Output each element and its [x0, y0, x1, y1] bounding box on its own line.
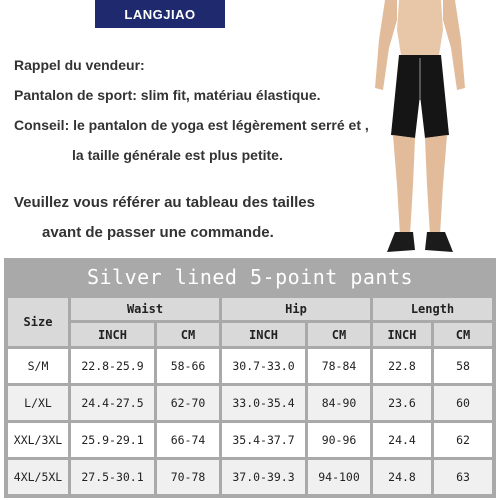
table-cell: 33.0-35.4: [222, 386, 305, 420]
waist-inch-header: INCH: [71, 323, 154, 346]
table-cell: 37.0-39.3: [222, 460, 305, 494]
table-cell: 27.5-30.1: [71, 460, 154, 494]
seller-notes: [14, 50, 374, 248]
note-line-6: avant de passer une commande.: [42, 224, 274, 241]
table-cell: 24.4: [373, 423, 431, 457]
note-line-5: Veuillez vous référer au tableau des tailles: [14, 194, 315, 211]
note-line-1: Rappel du vendeur:: [14, 57, 145, 73]
table-cell-size: 4XL/5XL: [8, 460, 68, 494]
note-line-2: Pantalon de sport: slim fit, matériau élastique.: [14, 87, 321, 103]
table-cell: 25.9-29.1: [71, 423, 154, 457]
table-cell-size: S/M: [8, 349, 68, 383]
table-cell: 94-100: [308, 460, 370, 494]
table-cell-size: L/XL: [8, 386, 68, 420]
note-line-3: Conseil: le pantalon de yoga est légèrement serré et ,: [14, 117, 369, 133]
waist-cm-header: CM: [157, 323, 219, 346]
table-cell: 60: [434, 386, 492, 420]
table-cell: 62: [434, 423, 492, 457]
table-cell: 24.4-27.5: [71, 386, 154, 420]
table-cell: 58: [434, 349, 492, 383]
brand-banner: [95, 0, 225, 28]
table-cell: 24.8: [373, 460, 431, 494]
table-cell: 23.6: [373, 386, 431, 420]
hip-inch-header: INCH: [222, 323, 305, 346]
table-cell: 70-78: [157, 460, 219, 494]
table-cell: 22.8: [373, 349, 431, 383]
length-inch-header: INCH: [373, 323, 431, 346]
table-cell: 35.4-37.7: [222, 423, 305, 457]
table-cell: 63: [434, 460, 492, 494]
model-photo: [355, 0, 485, 255]
size-chart-title: Silver lined 5-point pants: [86, 265, 414, 289]
table-cell-size: XXL/3XL: [8, 423, 68, 457]
hip-cm-header: CM: [308, 323, 370, 346]
table-cell: 90-96: [308, 423, 370, 457]
note-line-4: la taille générale est plus petite.: [72, 147, 283, 163]
length-cm-header: CM: [434, 323, 492, 346]
table-cell: 62-70: [157, 386, 219, 420]
table-cell: 78-84: [308, 349, 370, 383]
table-cell: 22.8-25.9: [71, 349, 154, 383]
table-cell: 66-74: [157, 423, 219, 457]
length-header: Length: [373, 298, 492, 320]
table-cell: 58-66: [157, 349, 219, 383]
table-cell: 84-90: [308, 386, 370, 420]
hip-header: Hip: [222, 298, 370, 320]
brand-name: LANGJIAO: [124, 6, 196, 22]
size-header: Size: [8, 298, 68, 346]
waist-header: Waist: [71, 298, 219, 320]
table-cell: 30.7-33.0: [222, 349, 305, 383]
size-chart: [4, 258, 496, 498]
